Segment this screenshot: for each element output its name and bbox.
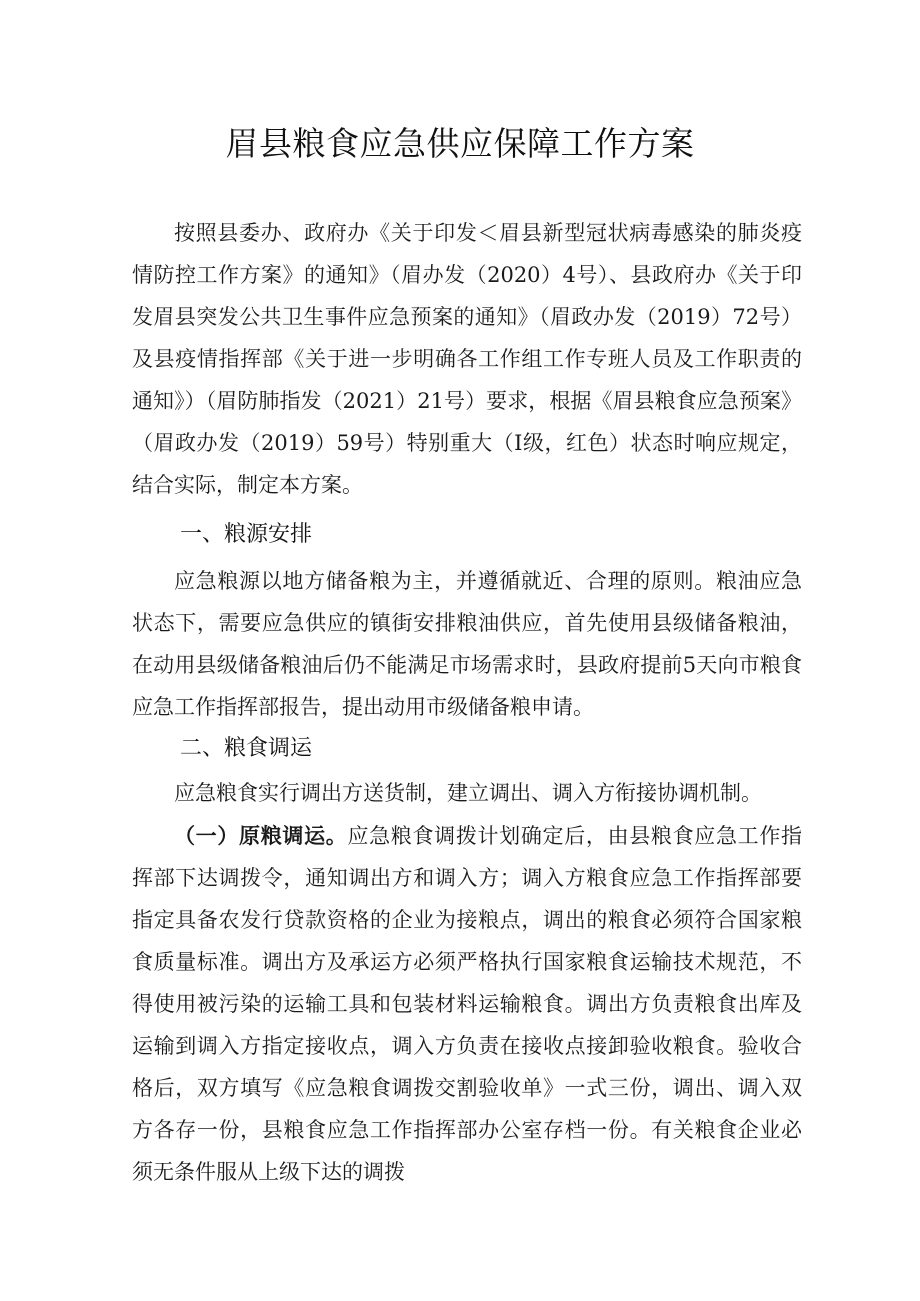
document-title: 眉县粮食应急供应保障工作方案 xyxy=(225,124,695,163)
section-body-grain-source: 应急粮源以地方储备粮为主，并遵循就近、合理的原则。粮油应急状态下，需要应急供应的镇街安排粮油供应，首先使用县级储备粮油，在动用县级储备粮油后仍不能满足市场需求时，县政府提前5天向市粮食应急工作指挥部报告，提出动用市级储备粮申请。 xyxy=(132,569,802,719)
section-heading-grain-transport: 二、粮食调运 xyxy=(180,736,313,761)
section-body-grain-transport: 应急粮食实行调出方送货制，建立调出、调入方衔接协调机制。 xyxy=(174,781,762,805)
section-heading-grain-source: 一、粮源安排 xyxy=(180,522,313,547)
subsection-raw-grain-body: 应急粮食调拨计划确定后，由县粮食应急工作指挥部下达调拨令，通知调出方和调入方；调入方粮食应急工作指挥部要指定具备农发行贷款资格的企业为接粮点，调出的粮食必须符合国家粮食质量标准。调出方及承运方必须严格执行国家粮食运输技术规范，不得使用被污染的运输工具和包装材料运输粮食。调出方负责粮食出库及运输到调入方指定接收点，调入方负责在接收点接卸验收粮食。验收合格后，双方填写《应急粮食调拨交割验收单》一式三份，调出、调入双方各存一份，县粮食应急工作指挥部办公室存档一份。有关粮食企业必须无条件服从上级下达的调拨 xyxy=(132,824,803,1184)
subsection-raw-grain-paragraph xyxy=(132,815,802,1193)
subsection-raw-grain-lead: （一）原粮调运。 xyxy=(174,824,348,848)
intro-paragraph: 按照县委办、政府办《关于印发＜眉县新型冠状病毒感染的肺炎疫情防控工作方案》的通知》（眉办发（2020）4号）、县政府办《关于印发眉县突发公共卫生事件应急预案的通知》（眉政办发（2019）72号）及县疫情指挥部《关于进一步明确各工作组工作专班人员及工作职责的通知》）（眉防肺指发（2021）21号）要求，根据《眉县粮食应急预案》（眉政办发（2019）59号）特别重大（I级，红色）状态时响应规定，结合实际，制定本方案。 xyxy=(132,221,802,497)
